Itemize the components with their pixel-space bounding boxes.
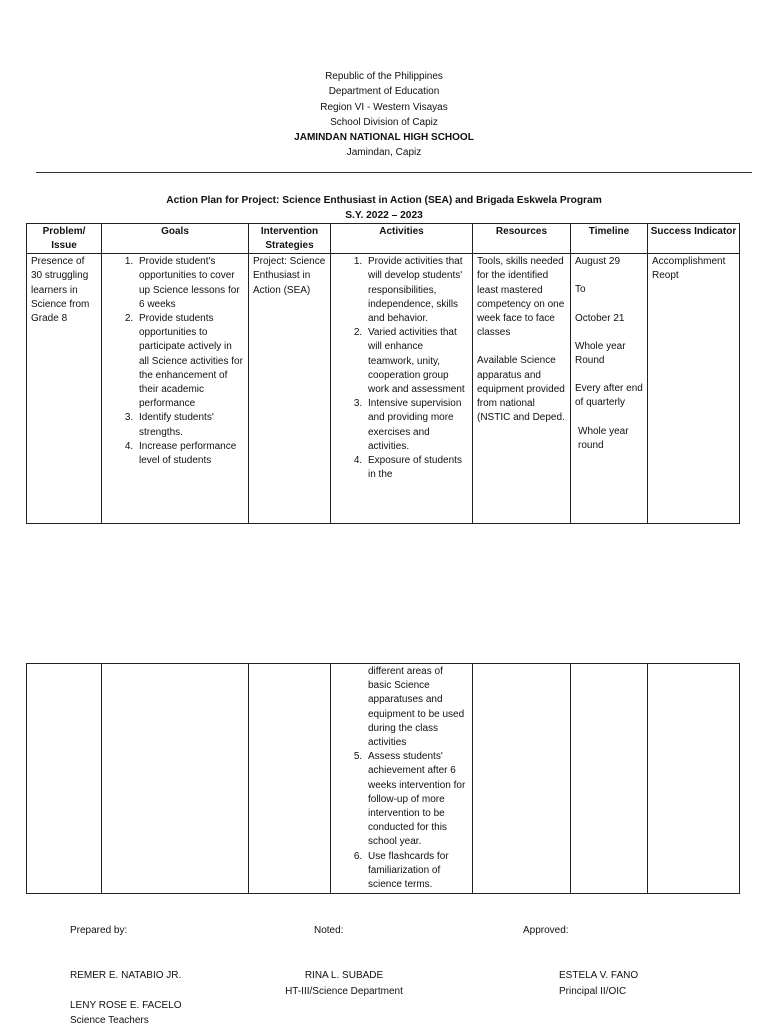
problem-cell: Presence of 30 struggling learners in Science from Grade 8 bbox=[27, 254, 102, 524]
noted-label: Noted: bbox=[314, 925, 344, 936]
prepared-by-name-1: REMER E. NATABIO JR. bbox=[70, 970, 182, 981]
col-header-timeline: Timeline bbox=[571, 224, 648, 254]
noted-role: HT-III/Science Department bbox=[285, 986, 403, 997]
table-row bbox=[27, 664, 740, 894]
col-header-indicator: Success Indicator bbox=[648, 224, 740, 254]
goal-item: 2. Provide students opportunities to participate actively in all Science activities for the enhancement of their academic performance bbox=[136, 312, 244, 411]
activities-list bbox=[335, 255, 468, 482]
timeline-whole-year: Whole year Round bbox=[575, 340, 626, 366]
approved-role: Principal II/OIC bbox=[559, 986, 627, 997]
approved-name: ESTELA V. FANO bbox=[559, 970, 639, 981]
school-year: S.Y. 2022 – 2023 bbox=[345, 210, 423, 221]
resources-cell bbox=[473, 254, 571, 524]
activity-item: 2. Varied activities that will enhance teamwork, unity, cooperation group work and assessment bbox=[365, 326, 468, 397]
document-title bbox=[0, 193, 768, 223]
activities-cell bbox=[331, 254, 473, 524]
header-divider bbox=[36, 172, 752, 173]
letterhead-location: Jamindan, Capiz bbox=[346, 147, 422, 159]
resources-text-2: Available Science apparatus and equipment provided from national (NSTIC and Deped. bbox=[477, 355, 565, 424]
timeline-quarterly: Every after end of quarterly bbox=[575, 383, 643, 409]
timeline-start: August 29 bbox=[575, 256, 621, 268]
activities-list-continued bbox=[335, 750, 468, 892]
goals-cell-empty bbox=[102, 664, 249, 894]
table-row bbox=[27, 254, 740, 524]
problem-cell-empty bbox=[27, 664, 102, 894]
table-header-row bbox=[27, 224, 740, 254]
prepared-by-label: Prepared by: bbox=[70, 925, 128, 936]
strategy-cell-empty bbox=[249, 664, 331, 894]
activity-continuation: different areas of basic Science apparatuses and equipment to be used during the class activities bbox=[368, 666, 465, 749]
goals-list bbox=[106, 255, 244, 468]
activity-item: 5. Assess students' achievement after 6 weeks intervention for follow-up of more intervention to be conducted for this school year. bbox=[365, 750, 468, 849]
prepared-by-role: Science Teachers bbox=[70, 1015, 149, 1026]
col-header-strategies: Intervention Strategies bbox=[249, 224, 331, 254]
timeline-to: To bbox=[575, 284, 586, 296]
goals-cell bbox=[102, 254, 249, 524]
strategy-cell: Project: Science Enthusiast in Action (SEA) bbox=[249, 254, 331, 524]
letterhead-department: Department of Education bbox=[328, 86, 440, 98]
activities-cell-continued bbox=[331, 664, 473, 894]
col-header-goals: Goals bbox=[102, 224, 249, 254]
letterhead-region: Region VI - Western Visayas bbox=[320, 101, 448, 113]
letterhead-division: School Division of Capiz bbox=[330, 116, 438, 128]
col-header-activities: Activities bbox=[331, 224, 473, 254]
timeline-whole-year-round: Whole year round bbox=[578, 425, 629, 451]
goal-item: 3. Identify students' strengths. bbox=[136, 411, 244, 439]
action-plan-table-page1 bbox=[26, 223, 740, 524]
col-header-resources: Resources bbox=[473, 224, 571, 254]
letterhead bbox=[0, 69, 768, 161]
action-plan-table-page2 bbox=[26, 663, 740, 894]
approved-label: Approved: bbox=[523, 925, 569, 936]
action-plan-title: Action Plan for Project: Science Enthusiast in Action (SEA) and Brigada Eskwela Program bbox=[166, 195, 602, 206]
resources-text-1: Tools, skills needed for the identified least mastered competency on one week face to face classes bbox=[477, 256, 565, 339]
noted-name: RINA L. SUBADE bbox=[304, 970, 384, 981]
col-header-problem: Problem/ Issue bbox=[27, 224, 102, 254]
indicator-cell-empty bbox=[648, 664, 740, 894]
activity-item: 6. Use flashcards for familiarization of science terms. bbox=[365, 850, 468, 893]
timeline-cell-empty bbox=[571, 664, 648, 894]
timeline-end: October 21 bbox=[575, 312, 625, 324]
activity-item: 4. Exposure of students in the bbox=[365, 454, 468, 482]
letterhead-school: JAMINDAN NATIONAL HIGH SCHOOL bbox=[294, 132, 474, 144]
goal-item: 4. Increase performance level of students bbox=[136, 440, 244, 468]
goal-item: 1. Provide student's opportunities to cover up Science lessons for 6 weeks bbox=[136, 255, 244, 312]
prepared-by-name-2: LENY ROSE E. FACELO bbox=[70, 1000, 182, 1011]
indicator-cell: Accomplishment Reopt bbox=[648, 254, 740, 524]
timeline-cell bbox=[571, 254, 648, 524]
resources-cell-empty bbox=[473, 664, 571, 894]
letterhead-republic: Republic of the Philippines bbox=[325, 71, 443, 82]
activity-item: 3. Intensive supervision and providing more exercises and activities. bbox=[365, 397, 468, 454]
activity-item: 1. Provide activities that will develop students' responsibilities, independence, skills and behavior. bbox=[365, 255, 468, 326]
